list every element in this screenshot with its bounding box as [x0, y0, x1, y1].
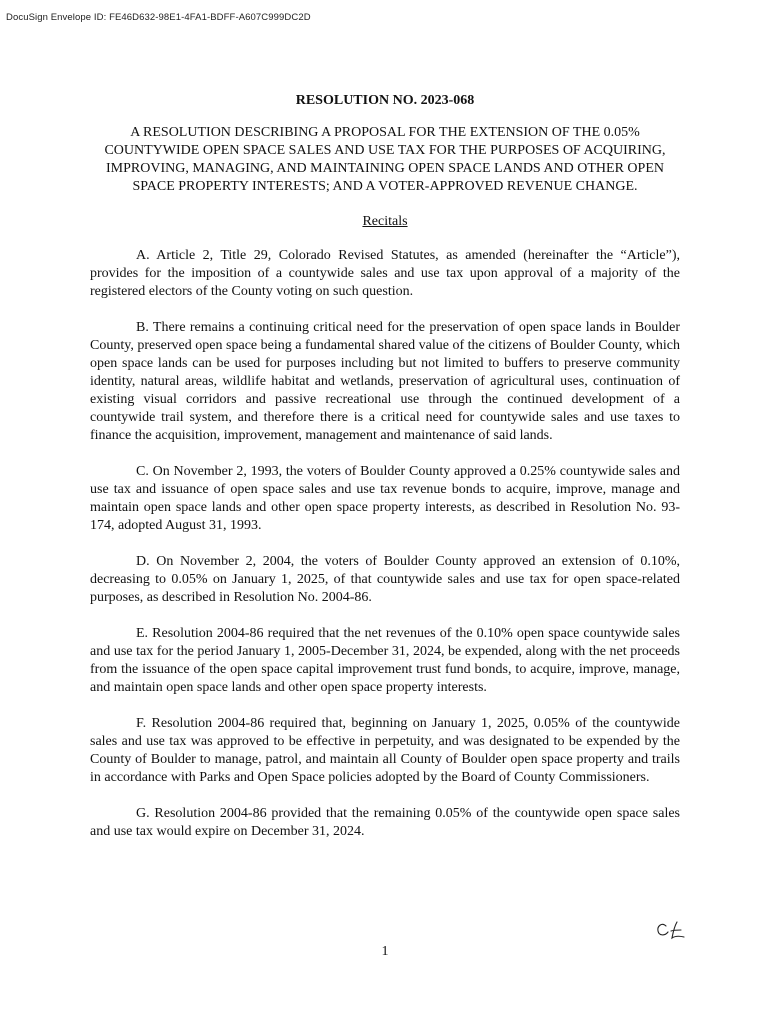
recital-paragraph-f: F. Resolution 2004-86 required that, beginning on January 1, 2025, 0.05% of the countywide sales and use tax was approved to be effective in perpetuity, and was designated to be expended by the County of Boulder to manage, patrol, and maintain all County of Boulder open space property and trails in accordance with Parks and Open Space policies adopted by the Board of County Commissioners. — [90, 716, 680, 785]
resolution-document — [90, 92, 680, 841]
resolution-subtitle: A RESOLUTION DESCRIBING A PROPOSAL FOR THE EXTENSION OF THE 0.05% COUNTYWIDE OPEN SPACE SALES AND USE TAX FOR THE PURPOSES OF ACQUIRING, IMPROVING, MANAGING, AND MAINTAINING OPEN SPACE LANDS AND OTHER OPEN SPACE PROPERTY INTERESTS; AND A VOTER-APPROVED REVENUE CHANGE. — [104, 125, 666, 194]
recital-paragraph-c: C. On November 2, 1993, the voters of Boulder County approved a 0.25% countywide sales and use tax and issuance of open space sales and use tax revenue bonds to acquire, improve, manage and maintain open space lands and other open space property interests, as described in Resolution No. 93-174, adopted August 31, 1993. — [90, 464, 680, 533]
handwritten-initials — [655, 918, 687, 942]
resolution-title: RESOLUTION NO. 2023-068 — [295, 93, 475, 108]
recital-paragraph-b: B. There remains a continuing critical need for the preservation of open space lands in Boulder County, preserved open space being a fundamental shared value of the citizens of Boulder County, which open space lands can be used for purposes including but not limited to buffers to preserve community identity, natural areas, wildlife habitat and wetlands, preservation of agricultural uses, continuation of existing visual corridors and passive recreational use through the continued development of a countywide trail system, and therefore there is a critical need for countywide sales and use taxes to finance the acquisition, improvement, management and maintenance of said lands. — [90, 320, 680, 443]
recital-paragraph-a: A. Article 2, Title 29, Colorado Revised Statutes, as amended (hereinafter the “Article”), provides for the imposition of a countywide sales and use tax upon approval of a majority of the registered electors of the County voting on such question. — [90, 248, 680, 299]
docusign-envelope-id: DocuSign Envelope ID: FE46D632-98E1-4FA1-BDFF-A607C999DC2D — [6, 12, 311, 23]
recitals-heading: Recitals — [362, 214, 408, 229]
recital-paragraph-e: E. Resolution 2004-86 required that the net revenues of the 0.10% open space countywide sales and use tax for the period January 1, 2005-December 31, 2024, be expended, along with the net proceeds from the issuance of the open space capital improvement trust fund bonds, to acquire, improve, manage, and maintain open space lands and other open space property interests. — [90, 626, 680, 695]
recital-paragraph-g: G. Resolution 2004-86 provided that the remaining 0.05% of the countywide open space sales and use tax would expire on December 31, 2024. — [90, 806, 680, 839]
page-number: 1 — [381, 944, 389, 959]
recital-paragraph-d: D. On November 2, 2004, the voters of Boulder County approved an extension of 0.10%, decreasing to 0.05% on January 1, 2025, of that countywide sales and use tax for open space-related purposes, as described in Resolution No. 2004-86. — [90, 554, 680, 605]
